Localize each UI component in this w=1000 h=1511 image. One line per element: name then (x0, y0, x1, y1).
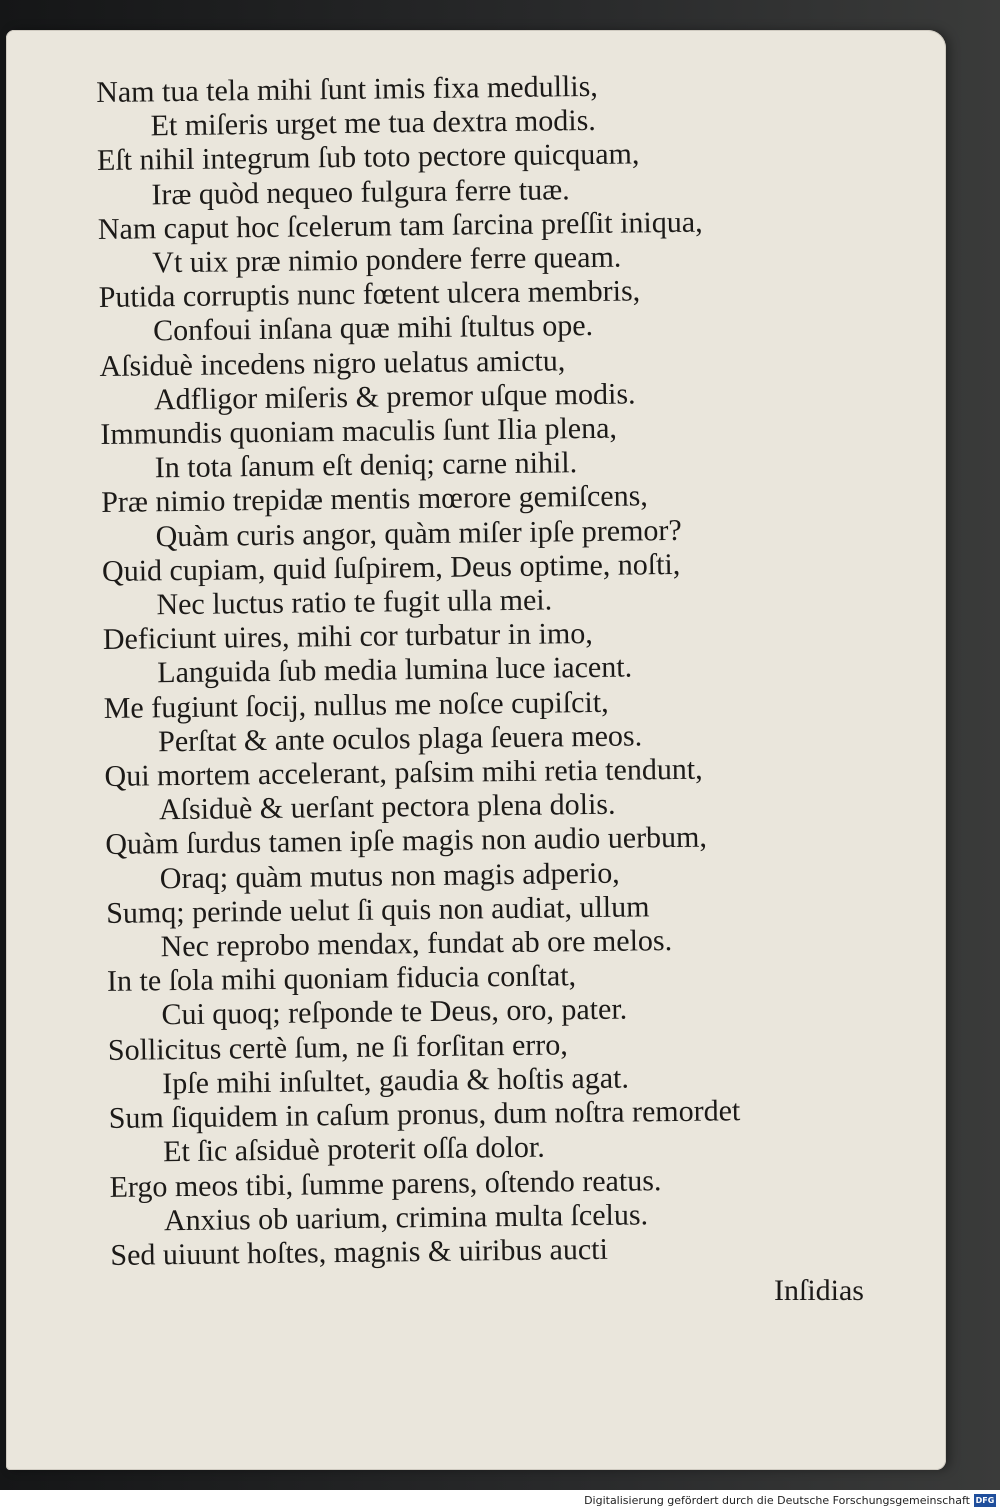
verse-line: Immundis quoniam maculis ſunt Ilia plena, (100, 411, 618, 452)
verse-line: Qui mortem accelerant, paſsim mihi retia tendunt, (104, 752, 703, 794)
verse-line: Sed uiuunt hoſtes, magnis & uiribus aucti (110, 1232, 609, 1272)
verse-line: Vt uix præ nimio pondere ferre queam. (152, 240, 622, 280)
verse-line: Sollicitus certè ſum, ne ſi forſitan erro, (107, 1027, 568, 1067)
verse-line: Aſsiduè & uerſant pectora plena dolis. (158, 787, 616, 827)
verse-line: Et ſic aſsiduè proterit oſſa dolor. (162, 1130, 545, 1169)
dfg-logo: DFG (975, 1496, 995, 1505)
verse-line: Nam caput hoc ſcelerum tam ſarcina preſſit iniqua, (97, 205, 703, 246)
verse-line: Deficiunt uires, mihi cor turbatur in imo, (102, 617, 593, 657)
verse-line: Putida corruptis nunc fœtent ulcera membris, (98, 274, 641, 315)
verse-line: Cui quoq; reſponde te Deus, oro, pater. (161, 993, 628, 1032)
verse-text-block (96, 66, 931, 1273)
verse-line: Confoui inſana quæ mihi ſtultus ope. (152, 309, 594, 348)
verse-line: Sumq; perinde uelut ſi quis non audiat, ullum (106, 890, 650, 930)
verse-line: Ergo meos tibi, ſumme parens, oſtendo reatus. (109, 1163, 662, 1204)
verse-line: Nec luctus ratio te fugit ulla mei. (156, 583, 553, 622)
verse-line: Iræ quòd nequeo fulgura ferre tuæ. (151, 172, 570, 211)
verse-line: Oraq; quàm mutus non magis adperio, (159, 856, 620, 895)
verse-line: Et miſeris urget me tua dextra modis. (150, 104, 596, 143)
verse-line: Anxius ob uarium, crimina multa ſcelus. (163, 1198, 649, 1237)
verse-line: Quàm curis angor, quàm miſer ipſe premor? (155, 513, 682, 553)
book-page (6, 30, 946, 1470)
verse-line: Aſsiduè incedens nigro uelatus amictu, (99, 343, 566, 383)
digitization-credit: Digitalisierung gefördert durch die Deutsche Forschungsgemeinschaft (584, 1494, 970, 1507)
verse-line: Quàm ſurdus tamen ipſe magis non audio uerbum, (105, 821, 708, 862)
verse-line: In te ſola mihi quoniam fiducia conſtat, (106, 959, 577, 999)
verse-line: In tota ſanum eſt deniq; carne nihil. (154, 446, 578, 485)
verse-line: Sum ſiquidem in caſum pronus, dum noſtra remordet (108, 1094, 741, 1136)
verse-line: Ipſe mihi inſultet, gaudia & hoſtis agat. (162, 1061, 630, 1101)
catchword: Inſidias (774, 1274, 864, 1307)
verse-line: Me fugiunt ſocij, nullus me noſce cupiſcit, (103, 685, 609, 725)
verse-line: Quid cupiam, quid ſuſpirem, Deus optime, noſti, (101, 547, 681, 588)
verse-line: Eſt nihil integrum ſub toto pectore quicquam, (96, 137, 640, 178)
verse-line: Languida ſub media lumina luce iacent. (157, 650, 633, 690)
verse-line: Nam tua tela mihi ſunt imis fixa medullis, (96, 69, 598, 109)
verse-line: Perſtat & ante oculos plaga ſeuera meos. (157, 719, 643, 759)
verse-line: Præ nimio trepidæ mentis mœrore gemiſcens, (101, 479, 648, 520)
verse-line: Nec reprobo mendax, fundat ab ore melos. (160, 924, 673, 964)
verse-line: Adfligor miſeris & premor uſque modis. (153, 377, 636, 417)
